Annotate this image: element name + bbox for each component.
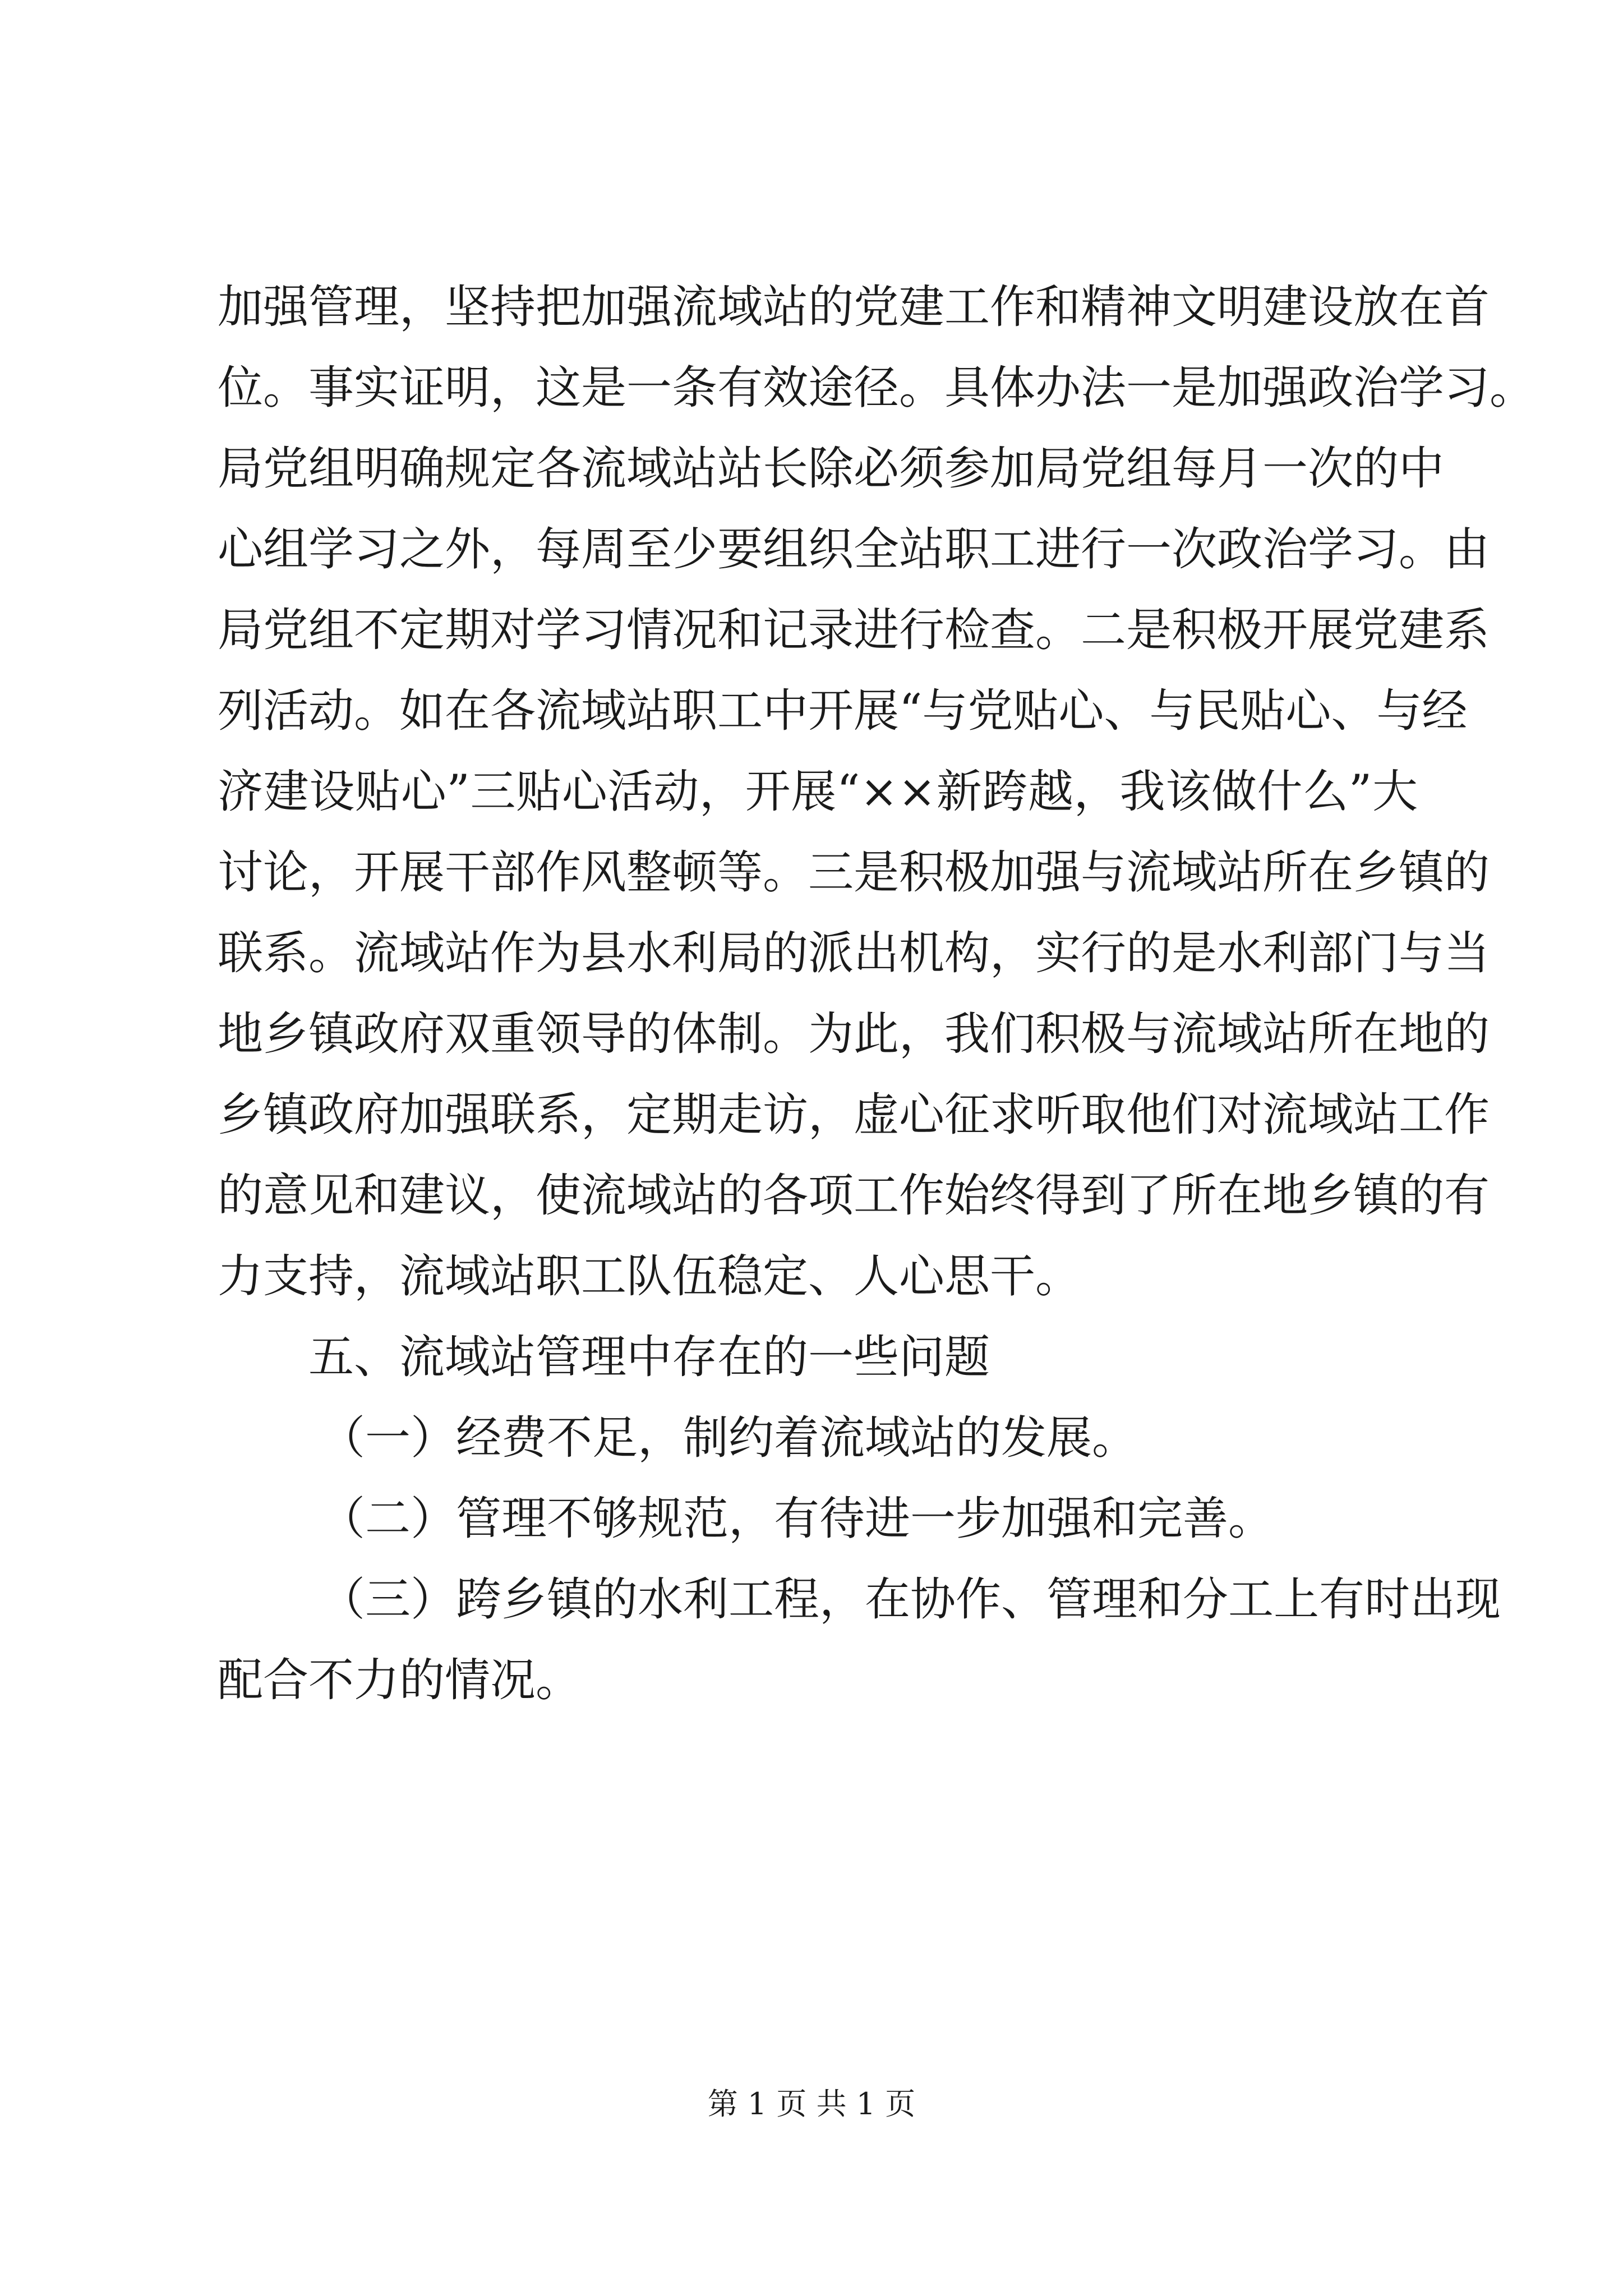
list-item: （三）跨乡镇的水利工程，在协作、管理和分工上有时出现 <box>320 1573 1501 1626</box>
document-body <box>218 267 1536 1721</box>
paragraph-line: 乡镇政府加强联系，定期走访，虚心征求听取他们对流域站工作 <box>218 1089 1490 1142</box>
paragraph-line: 位。事实证明，这是一条有效途径。具体办法一是加强政治学习。 <box>218 362 1536 415</box>
paragraph-line: 联系。流域站作为县水利局的派出机构，实行的是水利部门与当 <box>218 927 1490 980</box>
paragraph-line: 列活动。如在各流域站职工中开展“与党贴心、与民贴心、与经 <box>218 685 1468 738</box>
paragraph-line: 讨论，开展干部作风整顿等。三是积极加强与流域站所在乡镇的 <box>218 846 1490 899</box>
paragraph-line: 力支持，流域站职工队伍稳定、人心思干。 <box>218 1250 1081 1303</box>
paragraph-line: 局党组明确规定各流域站站长除必须参加局党组每月一次的中 <box>218 443 1445 495</box>
section-heading: 五、流域站管理中存在的一些问题 <box>308 1331 990 1384</box>
list-item-continuation: 配合不力的情况。 <box>218 1654 582 1707</box>
list-item: （一）经费不足，制约着流域站的发展。 <box>320 1412 1138 1465</box>
paragraph-line: 心组学习之外，每周至少要组织全站职工进行一次政治学习。由 <box>218 523 1490 576</box>
page-number-footer: 第 1 页 共 1 页 <box>707 2086 916 2122</box>
paragraph-line: 的意见和建议，使流域站的各项工作始终得到了所在地乡镇的有 <box>218 1170 1490 1222</box>
paragraph-line: 济建设贴心”三贴心活动，开展“××新跨越，我该做什么”大 <box>218 766 1418 818</box>
paragraph-line: 局党组不定期对学习情况和记录进行检查。二是积极开展党建系 <box>218 604 1490 657</box>
list-item: （二）管理不够规范，有待进一步加强和完善。 <box>320 1493 1274 1545</box>
paragraph-line: 地乡镇政府双重领导的体制。为此，我们积极与流域站所在地的 <box>218 1008 1490 1061</box>
paragraph-line: 加强管理，坚持把加强流域站的党建工作和精神文明建设放在首 <box>218 281 1490 334</box>
